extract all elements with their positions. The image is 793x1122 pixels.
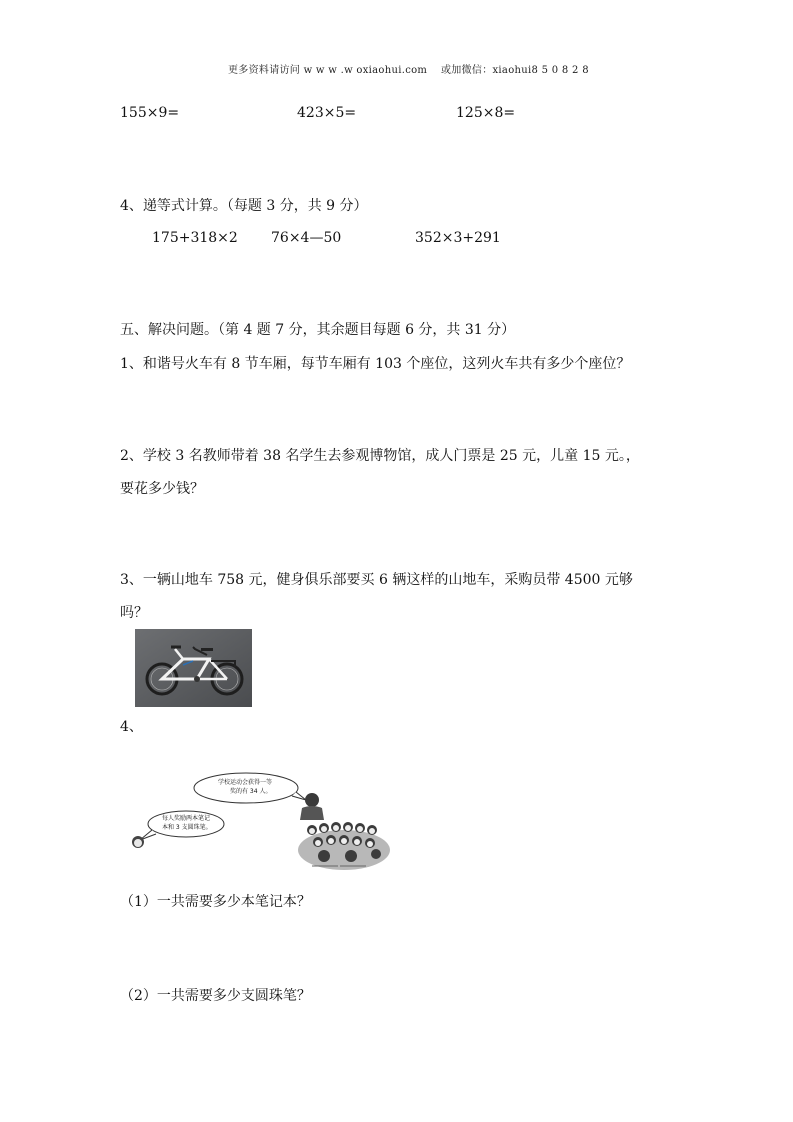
question-4-label: 4、	[120, 719, 143, 735]
bubble-2-line2: 本和 3 支圆珠笔。	[162, 824, 212, 831]
sub-question-2: （2）一共需要多少支圆珠笔？	[120, 988, 311, 1004]
section4-title: 4、递等式计算。（每题 3 分，共 9 分）	[120, 198, 368, 214]
bubble-1-line1: 学校运动会获得一等	[218, 779, 273, 786]
calc-155x9: 155×9=	[120, 105, 180, 121]
question-3-line1: 3、一辆山地车 758 元，健身俱乐部要买 6 辆这样的山地车，采购员带 4500 元够	[120, 572, 633, 588]
expr-1: 175+318×2	[152, 230, 238, 246]
bicycle-photo	[135, 629, 252, 707]
page-header: 更多资料请访问 w w w .w oxiaohui.com 或加微信：xiaohui8 5 0 8 2 8	[228, 65, 589, 76]
calc-423x5: 423×5=	[297, 105, 357, 121]
sub-question-1: （1）一共需要多少本笔记本？	[120, 894, 311, 910]
calc-125x8: 125×8=	[456, 105, 516, 121]
expr-3: 352×3+291	[415, 230, 501, 246]
bubble-1-line2: 奖的有 34 人。	[230, 788, 272, 795]
question-2-line2: 要花多少钱？	[120, 481, 204, 497]
expr-2: 76×4—50	[271, 230, 342, 246]
question-3-line2: 吗？	[120, 605, 148, 621]
bubble-2-line1: 每人奖励两本笔记	[162, 815, 211, 822]
sports-meet-illustration	[126, 770, 390, 876]
question-1: 1、和谐号火车有 8 节车厢，每节车厢有 103 个座位，这列火车共有多少个座位？	[120, 356, 631, 372]
section5-title: 五、解决问题。（第 4 题 7 分，其余题目每题 6 分，共 31 分）	[120, 322, 516, 338]
question-2-line1: 2、学校 3 名教师带着 38 名学生去参观博物馆，成人门票是 25 元，儿童 15 元。，	[120, 448, 640, 464]
